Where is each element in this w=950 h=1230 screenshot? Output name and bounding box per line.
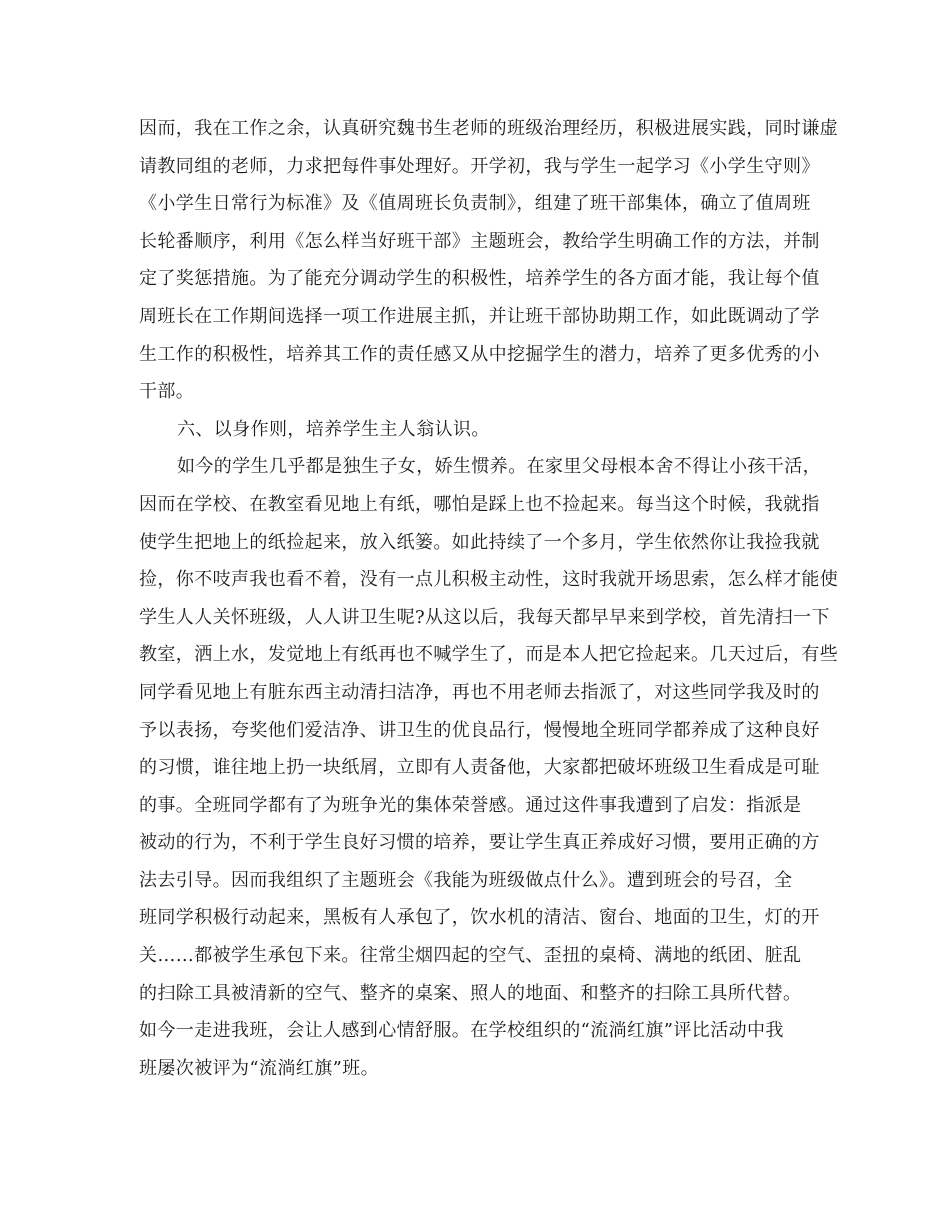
text-line: 如今的学生几乎都是独生子女，娇生惯养。在家里父母根本舍不得让小孩干活， [177, 456, 821, 478]
text-line: 生工作的积极性，培养其工作的责任感又从中挖掘学生的潜力，培养了更多优秀的小 [139, 343, 820, 365]
document-body [139, 110, 839, 1087]
text-line: 予以表扬，夸奖他们爱洁净、讲卫生的优良品行，慢慢地全班同学都养成了这种良好 [139, 719, 820, 741]
text-line: 周班长在工作期间选择一项工作进展主抓，并让班干部协助期工作，如此既调动了学 [139, 305, 820, 327]
text-line: 请教同组的老师，力求把每件事处理好。开学初，我与学生一起学习《小学生守则》 [139, 155, 820, 177]
text-line: 关……都被学生承包下来。往常尘烟四起的空气、歪扭的桌椅、满地的纸团、脏乱 [139, 945, 802, 967]
paragraph [139, 411, 819, 449]
text-line: 的事。全班同学都有了为班争光的集体荣誉感。通过这件事我遭到了启发：指派是 [139, 794, 802, 816]
text-line: 班同学积极行动起来，黑板有人承包了，饮水机的清洁、窗台、地面的卫生，灯的开 [139, 907, 820, 929]
text-line: 长轮番顺序，利用《怎么样当好班干部》主题班会，教给学生明确工作的方法，并制 [139, 230, 820, 252]
text-line: 捡，你不吱声我也看不着，没有一点儿积极主动性，这时我就开场思索，怎么样才能使 [139, 569, 839, 591]
text-line: 的习惯，谁往地上扔一块纸屑，立即有人责备他，大家都把破坏班级卫生看成是可耻 [139, 757, 820, 779]
text-line: 班屡次被评为“流淌红旗”班。 [139, 1057, 380, 1079]
text-line: 被动的行为，不利于学生良好习惯的培养，要让学生真正养成好习惯，要用正确的方 [139, 832, 820, 854]
text-line: 干部。 [139, 381, 195, 403]
text-line: 《小学生日常行为标准》及《值周班长负责制》，组建了班干部集体，确立了值周班 [139, 193, 811, 215]
text-line: 使学生把地上的纸捡起来，放入纸篓。如此持续了一个多月，学生依然你让我捡我就 [139, 531, 820, 553]
text-line: 六、以身作则，培养学生主人翁认识。 [177, 418, 490, 440]
text-line: 同学看见地上有脏东西主动清扫洁净，再也不用老师去指派了，对这些同学我及时的 [139, 681, 820, 703]
paragraph [139, 448, 839, 1087]
text-line: 法去引导。因而我组织了主题班会《我能为班级做点什么》。遭到班会的号召，全 [139, 869, 793, 891]
text-line: 学生人人关怀班级，人人讲卫生呢?从这以后，我每天都早早来到学校，首先清扫一下 [139, 606, 830, 628]
paragraph [139, 110, 839, 411]
text-line: 因而，我在工作之余，认真研究魏书生老师的班级治理经历，积极进展实践，同时谦虚 [139, 118, 839, 139]
text-line: 定了奖惩措施。为了能充分调动学生的积极性，培养学生的各方面才能，我让每个值 [139, 268, 820, 290]
text-line: 的扫除工具被清新的空气、整齐的桌案、照人的地面、和整齐的扫除工具所代替。 [139, 982, 802, 1004]
text-line: 如今一走进我班，会让人感到心情舒服。在学校组织的“流淌红旗”评比活动中我 [139, 1020, 784, 1042]
text-line: 因而在学校、在教室看见地上有纸，哪怕是踩上也不捡起来。每当这个时候，我就指 [139, 493, 820, 515]
text-line: 教室，洒上水，发觉地上有纸再也不喊学生了，而是本人把它捡起来。几天过后，有些 [139, 644, 839, 666]
